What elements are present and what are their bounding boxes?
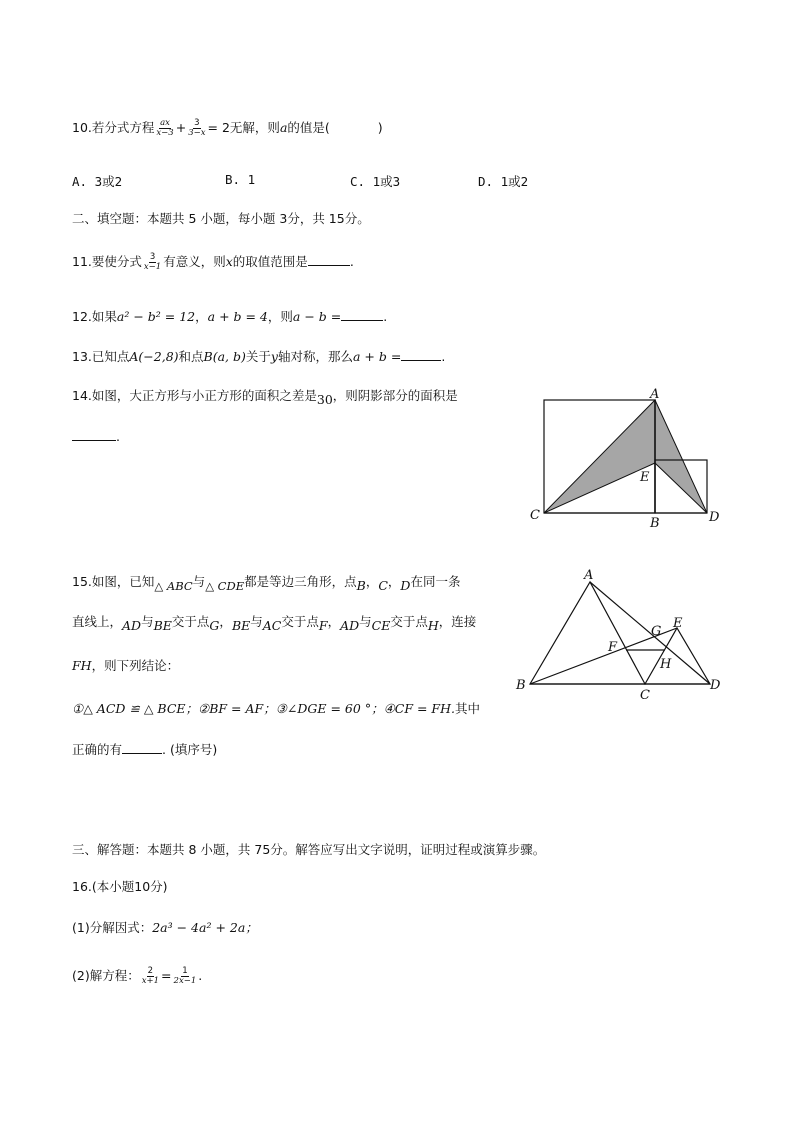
label-D: D	[709, 510, 720, 525]
question-13: 13.已知点A(−2,8)和点B(a, b)关于y轴对称，那么a + b = .	[72, 349, 446, 364]
label-D: D	[710, 678, 721, 693]
q11-answer-blank[interactable]	[308, 253, 350, 266]
q10-close: )	[377, 120, 383, 135]
q10-suffix: 的值是(	[287, 120, 330, 135]
triangle-ABC	[530, 582, 645, 684]
q15-answer-blank[interactable]	[122, 741, 162, 754]
label-B: B	[516, 678, 526, 693]
label-C: C	[640, 688, 650, 703]
question-16-title: 16.(本小题10分)	[72, 879, 168, 894]
q14-answer-blank[interactable]	[72, 428, 116, 441]
question-16-part-1: (1)分解因式：2a³ − 4a² + 2a；	[72, 920, 258, 935]
q10-prefix: 10.若分式方程	[72, 120, 155, 135]
label-A: A	[650, 387, 660, 402]
question-10	[72, 118, 383, 138]
label-C: C	[530, 508, 540, 523]
q16-fraction-1: $\frac{2}{x+1}$	[141, 966, 160, 986]
q10-option-c: C. 1或3	[350, 174, 401, 189]
q11-fraction: $\frac{3}{x-1}$	[143, 252, 162, 272]
q10-option-d: D. 1或2	[478, 174, 529, 189]
label-F: F	[608, 640, 618, 655]
shaded-region-right	[655, 400, 707, 513]
label-G: G	[651, 624, 662, 639]
q10-fraction-2: $\frac{3}{3-x}$	[188, 118, 206, 138]
q15-figure	[510, 565, 730, 705]
question-16-part-2: (2)解方程： $\frac{2}{x+1}$ = $\frac{1}{2x-1}$ .	[72, 966, 203, 986]
label-H: H	[660, 657, 672, 672]
question-15-line-5: 正确的有 . (填序号)	[72, 742, 218, 757]
label-E: E	[673, 616, 683, 631]
shaded-region-left	[544, 400, 655, 513]
q13-answer-blank[interactable]	[401, 348, 441, 361]
question-11: 11.要使分式 $\frac{3}{x-1}$ 有意义，则x的取值范围是 .	[72, 252, 354, 272]
question-15-line-3: FH，则下列结论：	[72, 658, 180, 673]
question-14-line-1: 14.如图，大正方形与小正方形的面积之差是30，则阴影部分的面积是	[72, 388, 458, 407]
q10-option-b: B. 1	[225, 172, 256, 187]
q12-answer-blank[interactable]	[341, 308, 383, 321]
q16-fraction-2: $\frac{1}{2x-1}$	[173, 966, 197, 986]
question-15-line-4: ①△ ACD ≌ △ BCE；②BF = AF；③∠DGE = 60 °；④CF = FH.其中	[72, 701, 480, 716]
label-B: B	[650, 516, 660, 530]
q10-var: a	[279, 120, 288, 135]
q10-eq-tail: = 2无解，则	[207, 120, 280, 135]
label-E: E	[640, 470, 650, 485]
plus-sign: +	[175, 120, 187, 135]
section-2-heading: 二、填空题：本题共 5 小题，每小题 3分，共 15分。	[72, 211, 370, 226]
q10-option-a: A. 3或2	[72, 174, 123, 189]
q14-figure	[520, 385, 730, 530]
section-3-heading: 三、解答题：本题共 8 小题，共 75分。解答应写出文字说明，证明过程或演算步骤。	[72, 842, 546, 857]
question-15-line-1: 15.如图，已知△ ABC与△ CDE都是等边三角形，点B，C，D在同一条	[72, 574, 461, 593]
line-A-D	[590, 582, 710, 684]
label-A: A	[584, 568, 594, 583]
question-15-line-2: 直线上，AD与BE交于点G，BE与AC交于点F，AD与CE交于点H，连接	[72, 614, 477, 633]
question-12: 12.如果a² − b² = 12，a + b = 4，则a − b = .	[72, 309, 388, 324]
q10-fraction-1: $\frac{ax}{x-3}$	[156, 118, 174, 138]
question-14-line-2: .	[72, 428, 120, 444]
